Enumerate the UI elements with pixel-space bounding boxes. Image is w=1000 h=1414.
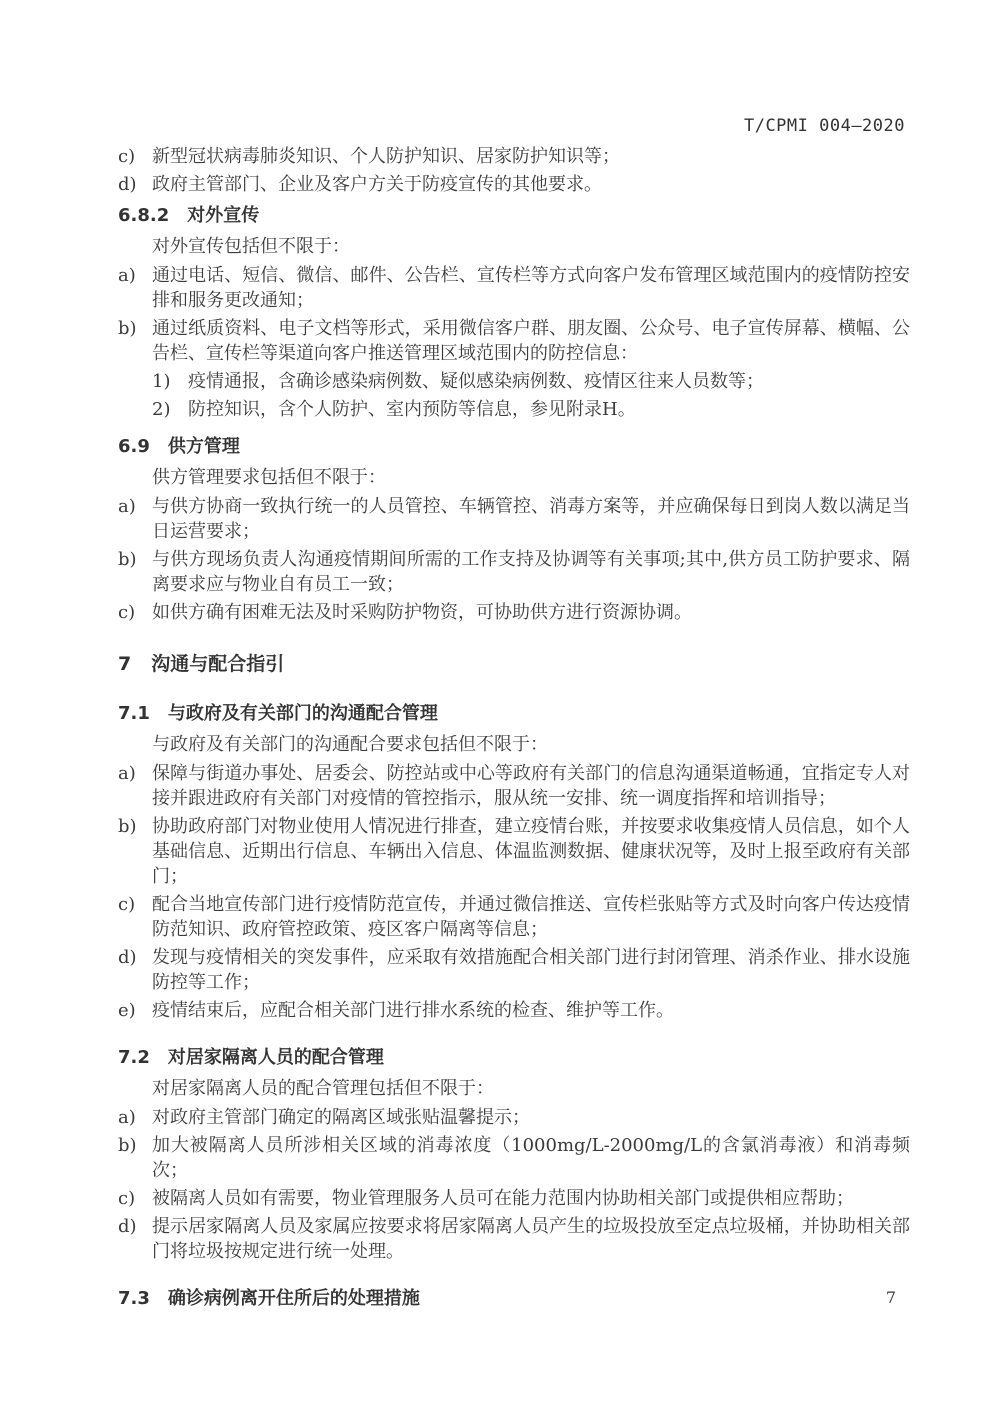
list-item-text: 如供方确有困难无法及时采购防护物资，可协助供方进行资源协调。: [152, 602, 692, 623]
list-item-marker: a): [118, 1107, 136, 1128]
list-item-text: 防控知识，含个人防护、室内预防等信息，参见附录H。: [188, 399, 636, 420]
intro-paragraph: 对外宣传包括但不限于：: [152, 236, 350, 257]
list-item: [118, 998, 910, 1023]
list-item-marker: c): [118, 146, 136, 167]
list-item-marker: 1): [152, 371, 171, 392]
list-item-text: 保障与街道办事处、居委会、防控站或中心等政府有关部门的信息沟通渠道畅通，宜指定专人对接并跟进政府有关部门对疫情的管控指示，服从统一安排、统一调度指挥和培训指导；: [152, 763, 910, 809]
section-title: 对外宣传: [187, 205, 260, 226]
section-title: 与政府及有关部门的沟通配合管理: [167, 703, 438, 724]
list-item-text: 与供方现场负责人沟通疫情期间所需的工作支持及协调等有关事项;其中,供方员工防护要求、隔离要求应与物业自有员工一致；: [152, 549, 910, 595]
section-number: 7.3: [118, 1288, 150, 1309]
list-item-marker: 2): [152, 399, 171, 420]
list-item-text: 被隔离人员如有需要，物业管理服务人员可在能力范围内协助相关部门或提供相应帮助；: [152, 1188, 854, 1209]
list-item: [118, 945, 910, 995]
ordered-list: [118, 1105, 910, 1264]
list-item-text: 提示居家隔离人员及家属应按要求将居家隔离人员产生的垃圾投放至定点垃圾桶，并协助相关部门将垃圾按规定进行统一处理。: [152, 1216, 910, 1262]
section-number: 7.2: [118, 1047, 150, 1068]
list-item-text: 对政府主管部门确定的隔离区域张贴温馨提示；: [152, 1107, 530, 1128]
section-number: 7.1: [118, 703, 150, 724]
list-item: [118, 1186, 910, 1211]
list-item-text: 发现与疫情相关的突发事件，应采取有效措施配合相关部门进行封闭管理、消杀作业、排水设施防控等工作；: [152, 947, 910, 993]
list-item: [118, 1214, 910, 1264]
section-title: 供方管理: [167, 436, 240, 457]
list-item: [118, 814, 910, 889]
list-item: [118, 316, 910, 366]
list-item-marker: a): [118, 265, 136, 286]
list-item-marker: b): [118, 1135, 137, 1156]
list-item: [118, 144, 910, 169]
list-item-text: 通过电话、短信、微信、邮件、公告栏、宣传栏等方式向客户发布管理区域范围内的疫情防控安排和服务更改通知；: [152, 265, 910, 311]
list-item-text: 配合当地宣传部门进行疫情防范宣传，并通过微信推送、宣传栏张贴等方式及时向客户传达疫情防范知识、政府管控政策、疫区客户隔离等信息；: [152, 894, 910, 940]
list-item: [118, 600, 910, 625]
list-item-marker: b): [118, 816, 137, 837]
list-item-text: 与供方协商一致执行统一的人员管控、车辆管控、消毒方案等，并应确保每日到岗人数以满足当日运营要求；: [152, 496, 910, 542]
list-item-marker: e): [118, 1000, 136, 1021]
section-title: 对居家隔离人员的配合管理: [167, 1047, 384, 1068]
page-number: 7: [885, 1288, 896, 1307]
list-item-text: 加大被隔离人员所涉相关区域的消毒浓度（1000mg/L-2000mg/L的含氯消毒液）和消毒频次；: [152, 1135, 910, 1181]
list-item: [118, 1105, 910, 1130]
list-item-marker: c): [118, 894, 136, 915]
list-item-text: 政府主管部门、企业及客户方关于防疫宣传的其他要求。: [152, 174, 602, 195]
section-number: 6.9: [118, 436, 150, 457]
sub-list-item: [152, 397, 910, 422]
list-item: [118, 761, 910, 811]
section-number: 6.8.2: [118, 205, 170, 226]
section-heading: [118, 701, 910, 726]
list-item-marker: a): [118, 496, 136, 517]
list-item-marker: c): [118, 1188, 136, 1209]
section-heading: [118, 1286, 910, 1311]
intro-paragraph: 与政府及有关部门的沟通配合要求包括但不限于：: [152, 734, 548, 755]
ordered-list: [118, 144, 910, 197]
list-item-text: 通过纸质资料、电子文档等形式，采用微信客户群、朋友圈、公众号、电子宣传屏幕、横幅、公告栏、宣传栏等渠道向客户推送管理区域范围内的防控信息：: [152, 318, 910, 364]
ordered-list: [118, 263, 910, 422]
list-item: [118, 494, 910, 544]
list-item-text: 疫情结束后，应配合相关部门进行排水系统的检查、维护等工作。: [152, 1000, 674, 1021]
list-item-marker: c): [118, 602, 136, 623]
list-item: [118, 1133, 910, 1183]
standard-code: T/CPMI 004—2020: [743, 116, 905, 136]
list-item-text: 疫情通报，含确诊感染病例数、疑似感染病例数、疫情区往来人员数等；: [188, 371, 764, 392]
section-heading: [118, 203, 910, 228]
list-item: [118, 892, 910, 942]
list-item: [118, 547, 910, 597]
section-heading: [118, 649, 910, 679]
list-item-marker: d): [118, 947, 137, 968]
list-item-marker: b): [118, 549, 137, 570]
section-number: 7: [118, 653, 132, 675]
list-item-text: 新型冠状病毒肺炎知识、个人防护知识、居家防护知识等；: [152, 146, 620, 167]
sub-list-item: [152, 369, 910, 394]
intro-paragraph: 供方管理要求包括但不限于：: [152, 467, 386, 488]
list-item-text: 协助政府部门对物业使用人情况进行排查，建立疫情台账，并按要求收集疫情人员信息，如个人基础信息、近期出行信息、车辆出入信息、体温监测数据、健康状况等，及时上报至政府有关部门；: [152, 816, 910, 887]
section-title: 确诊病例离开住所后的处理措施: [167, 1288, 420, 1309]
section-title: 沟通与配合指引: [151, 653, 285, 675]
list-item-marker: b): [118, 318, 137, 339]
list-item: [118, 263, 910, 313]
intro-paragraph: 对居家隔离人员的配合管理包括但不限于：: [152, 1078, 494, 1099]
ordered-list: [118, 761, 910, 1023]
section-heading: [118, 1045, 910, 1070]
list-item: [118, 172, 910, 197]
list-item-marker: d): [118, 174, 137, 195]
section-heading: [118, 434, 910, 459]
ordered-list: [118, 494, 910, 625]
list-item-marker: d): [118, 1216, 137, 1237]
list-item-marker: a): [118, 763, 136, 784]
